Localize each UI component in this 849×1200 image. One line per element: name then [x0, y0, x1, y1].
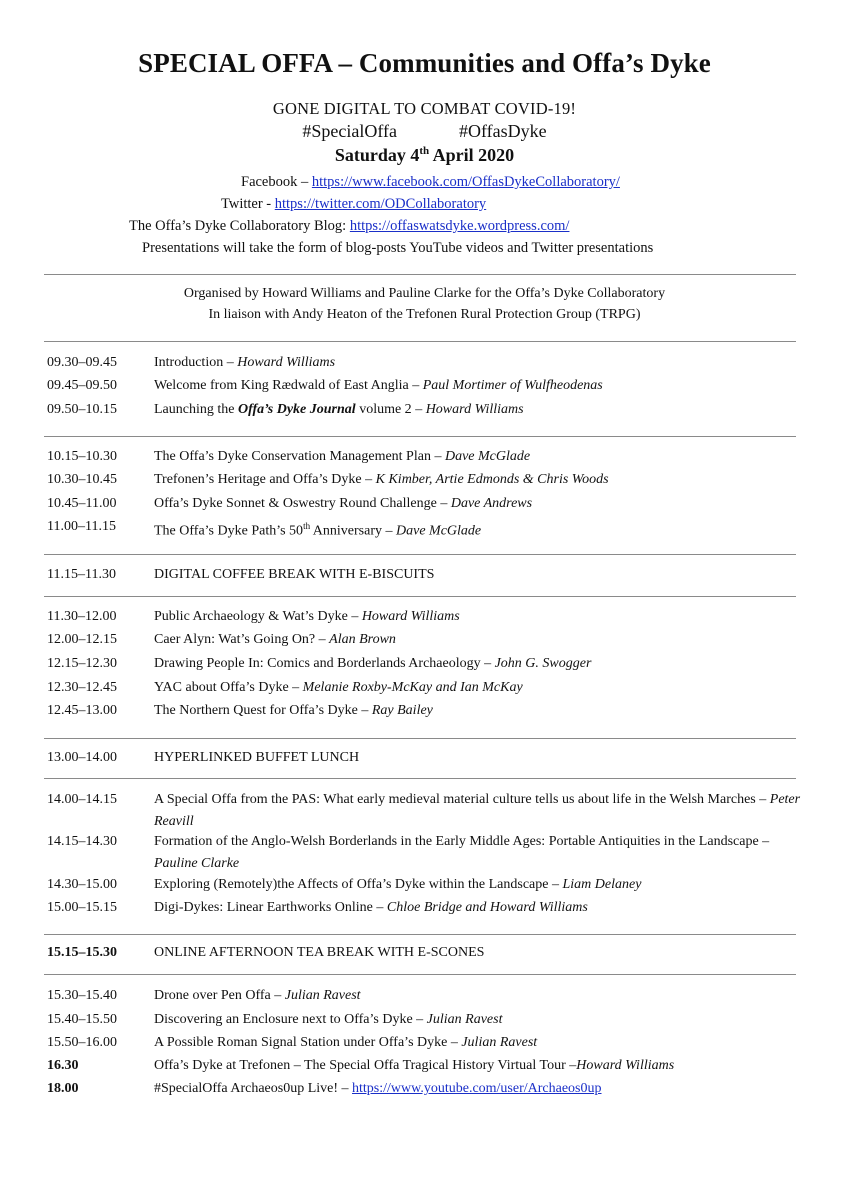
speaker-name: Dave McGlade	[444, 449, 531, 464]
session-title: Exploring (Remotely)the Affects of Offa’s Dyke within the Landscape – Liam Delaney	[154, 877, 642, 892]
speaker-name: Howard Williams	[425, 402, 524, 417]
speaker-name: Liam Delaney	[562, 877, 642, 892]
speaker-name: Julian Ravest	[461, 1035, 538, 1050]
session-time: 10.45–11.00	[47, 496, 117, 511]
divider	[44, 554, 796, 555]
session-time: 10.15–10.30	[47, 449, 117, 464]
speaker-name: Dave Andrews	[450, 496, 533, 511]
speaker-name: Peter Reavill	[154, 792, 801, 829]
session-title: Formation of the Anglo-Welsh Borderlands in the Early Middle Ages: Portable Antiquities in the Landscape – Pauline Clarke	[154, 834, 770, 871]
session-time: 09.45–09.50	[47, 378, 117, 393]
hashtag-offasdyke: #OffasDyke	[458, 121, 547, 141]
session-title: Discovering an Enclosure next to Offa’s Dyke – Julian Ravest	[154, 1012, 503, 1027]
speaker-name: Chloe Bridge and Howard Williams	[386, 900, 588, 915]
speaker-name: Howard Williams	[237, 355, 336, 370]
session-title: YAC about Offa’s Dyke – Melanie Roxby-McKay and Ian McKay	[154, 680, 523, 695]
session-title: Public Archaeology & Wat’s Dyke – Howard Williams	[154, 609, 460, 624]
session-title: Caer Alyn: Wat’s Going On? – Alan Brown	[154, 632, 396, 647]
speaker-name: Howard Williams	[576, 1058, 675, 1073]
break-title: DIGITAL COFFEE BREAK WITH E-BISCUITS	[154, 567, 435, 582]
session-time: 16.30	[47, 1058, 79, 1073]
event-date: Saturday 4th April 2020	[334, 145, 515, 165]
divider	[44, 436, 796, 437]
page-title: SPECIAL OFFA – Communities and Offa’s Dyke	[138, 48, 711, 78]
session-title: Welcome from King Rædwald of East Anglia – Paul Mortimer of Wulfheodenas	[154, 378, 603, 393]
session-title: A Possible Roman Signal Station under Offa’s Dyke – Julian Ravest	[154, 1035, 538, 1050]
divider	[44, 934, 796, 935]
speaker-name: Alan Brown	[329, 632, 396, 647]
divider	[44, 596, 796, 597]
session-title: Digi-Dykes: Linear Earthworks Online – Chloe Bridge and Howard Williams	[154, 900, 588, 915]
presentations-note: Presentations will take the form of blog-posts YouTube videos and Twitter presentations	[142, 240, 654, 256]
divider	[44, 738, 796, 739]
session-time: 09.50–10.15	[47, 402, 117, 417]
speaker-name: Howard Williams	[361, 609, 460, 624]
session-time: 12.45–13.00	[47, 703, 117, 718]
divider	[44, 778, 796, 779]
session-time: 10.30–10.45	[47, 472, 117, 487]
facebook-line: Facebook – https://www.facebook.com/OffasDykeCollaboratory/	[241, 174, 620, 190]
session-time: 14.30–15.00	[47, 877, 117, 892]
speaker-name: Julian Ravest	[426, 1012, 503, 1027]
session-time: 14.00–14.15	[47, 792, 117, 807]
speaker-name: Paul Mortimer of Wulfheodenas	[422, 378, 603, 393]
session-time: 11.15–11.30	[47, 567, 116, 582]
divider	[44, 274, 796, 275]
session-time: 12.00–12.15	[47, 632, 117, 647]
session-title: A Special Offa from the PAS: What early medieval material culture tells us about life in the Welsh Marches – Peter Reavill	[154, 792, 801, 829]
session-title: Drone over Pen Offa – Julian Ravest	[154, 988, 361, 1003]
session-time: 13.00–14.00	[47, 750, 117, 765]
session-time: 18.00	[47, 1081, 79, 1096]
journal-title: Offa’s Dyke Journal	[237, 402, 356, 417]
twitter-line: Twitter - https://twitter.com/ODCollaboratory	[221, 196, 487, 212]
session-title: The Offa’s Dyke Conservation Management Plan – Dave McGlade	[154, 449, 531, 464]
speaker-name: Ray Bailey	[371, 703, 433, 718]
page-subtitle: GONE DIGITAL TO COMBAT COVID-19!	[272, 99, 577, 118]
session-time: 15.15–15.30	[47, 945, 117, 960]
youtube-link[interactable]: https://www.youtube.com/user/Archaeos0up	[352, 1081, 602, 1096]
blog-line: The Offa’s Dyke Collaboratory Blog: https://offaswatsdyke.wordpress.com/	[129, 218, 570, 234]
session-time: 14.15–14.30	[47, 834, 117, 849]
speaker-name: Julian Ravest	[284, 988, 361, 1003]
session-title: The Northern Quest for Offa’s Dyke – Ray Bailey	[154, 703, 433, 718]
session-time: 15.40–15.50	[47, 1012, 117, 1027]
hashtag-specialoffa: #SpecialOffa	[302, 121, 397, 141]
session-time: 11.30–12.00	[47, 609, 117, 624]
facebook-link[interactable]: https://www.facebook.com/OffasDykeCollaboratory/	[311, 174, 620, 190]
speaker-name: Dave McGlade	[396, 523, 482, 539]
break-title: ONLINE AFTERNOON TEA BREAK WITH E-SCONES	[154, 945, 485, 960]
session-time: 09.30–09.45	[47, 355, 117, 370]
speaker-name: John G. Swogger	[494, 656, 592, 671]
twitter-link[interactable]: https://twitter.com/ODCollaboratory	[274, 196, 487, 212]
divider	[44, 341, 796, 342]
session-time: 12.15–12.30	[47, 656, 117, 671]
session-time: 15.30–15.40	[47, 988, 117, 1003]
speaker-name: Pauline Clarke	[154, 855, 240, 871]
session-title: Introduction – Howard Williams	[154, 355, 336, 370]
session-title: Drawing People In: Comics and Borderlands Archaeology – John G. Swogger	[154, 656, 592, 671]
blog-link[interactable]: https://offaswatsdyke.wordpress.com/	[349, 218, 570, 234]
session-title: #SpecialOffa Archaeos0up Live! – https://www.youtube.com/user/Archaeos0up	[154, 1081, 602, 1096]
session-title: The Offa’s Dyke Path’s 50th Anniversary – Dave McGlade	[154, 521, 482, 539]
divider	[44, 974, 796, 975]
speaker-name: Melanie Roxby-McKay and Ian McKay	[302, 680, 523, 695]
organisers-line-1: Organised by Howard Williams and Pauline Clarke for the Offa’s Dyke Collaboratory	[183, 286, 666, 301]
session-title: Trefonen’s Heritage and Offa’s Dyke – K Kimber, Artie Edmonds & Chris Woods	[154, 472, 609, 487]
session-time: 15.00–15.15	[47, 900, 117, 915]
session-title: Offa’s Dyke Sonnet & Oswestry Round Challenge – Dave Andrews	[154, 496, 533, 511]
hashtags	[0, 121, 849, 142]
organisers-line-2: In liaison with Andy Heaton of the Trefonen Rural Protection Group (TRPG)	[208, 307, 641, 322]
speaker-name: K Kimber, Artie Edmonds & Chris Woods	[375, 472, 609, 487]
session-title: Offa’s Dyke at Trefonen – The Special Offa Tragical History Virtual Tour –Howard Williams	[154, 1058, 675, 1073]
session-time: 15.50–16.00	[47, 1035, 117, 1050]
session-time: 11.00–11.15	[47, 519, 116, 534]
session-time: 12.30–12.45	[47, 680, 117, 695]
break-title: HYPERLINKED BUFFET LUNCH	[154, 750, 360, 765]
session-title: Launching the Offa’s Dyke Journal volume 2 – Howard Williams	[154, 402, 524, 417]
